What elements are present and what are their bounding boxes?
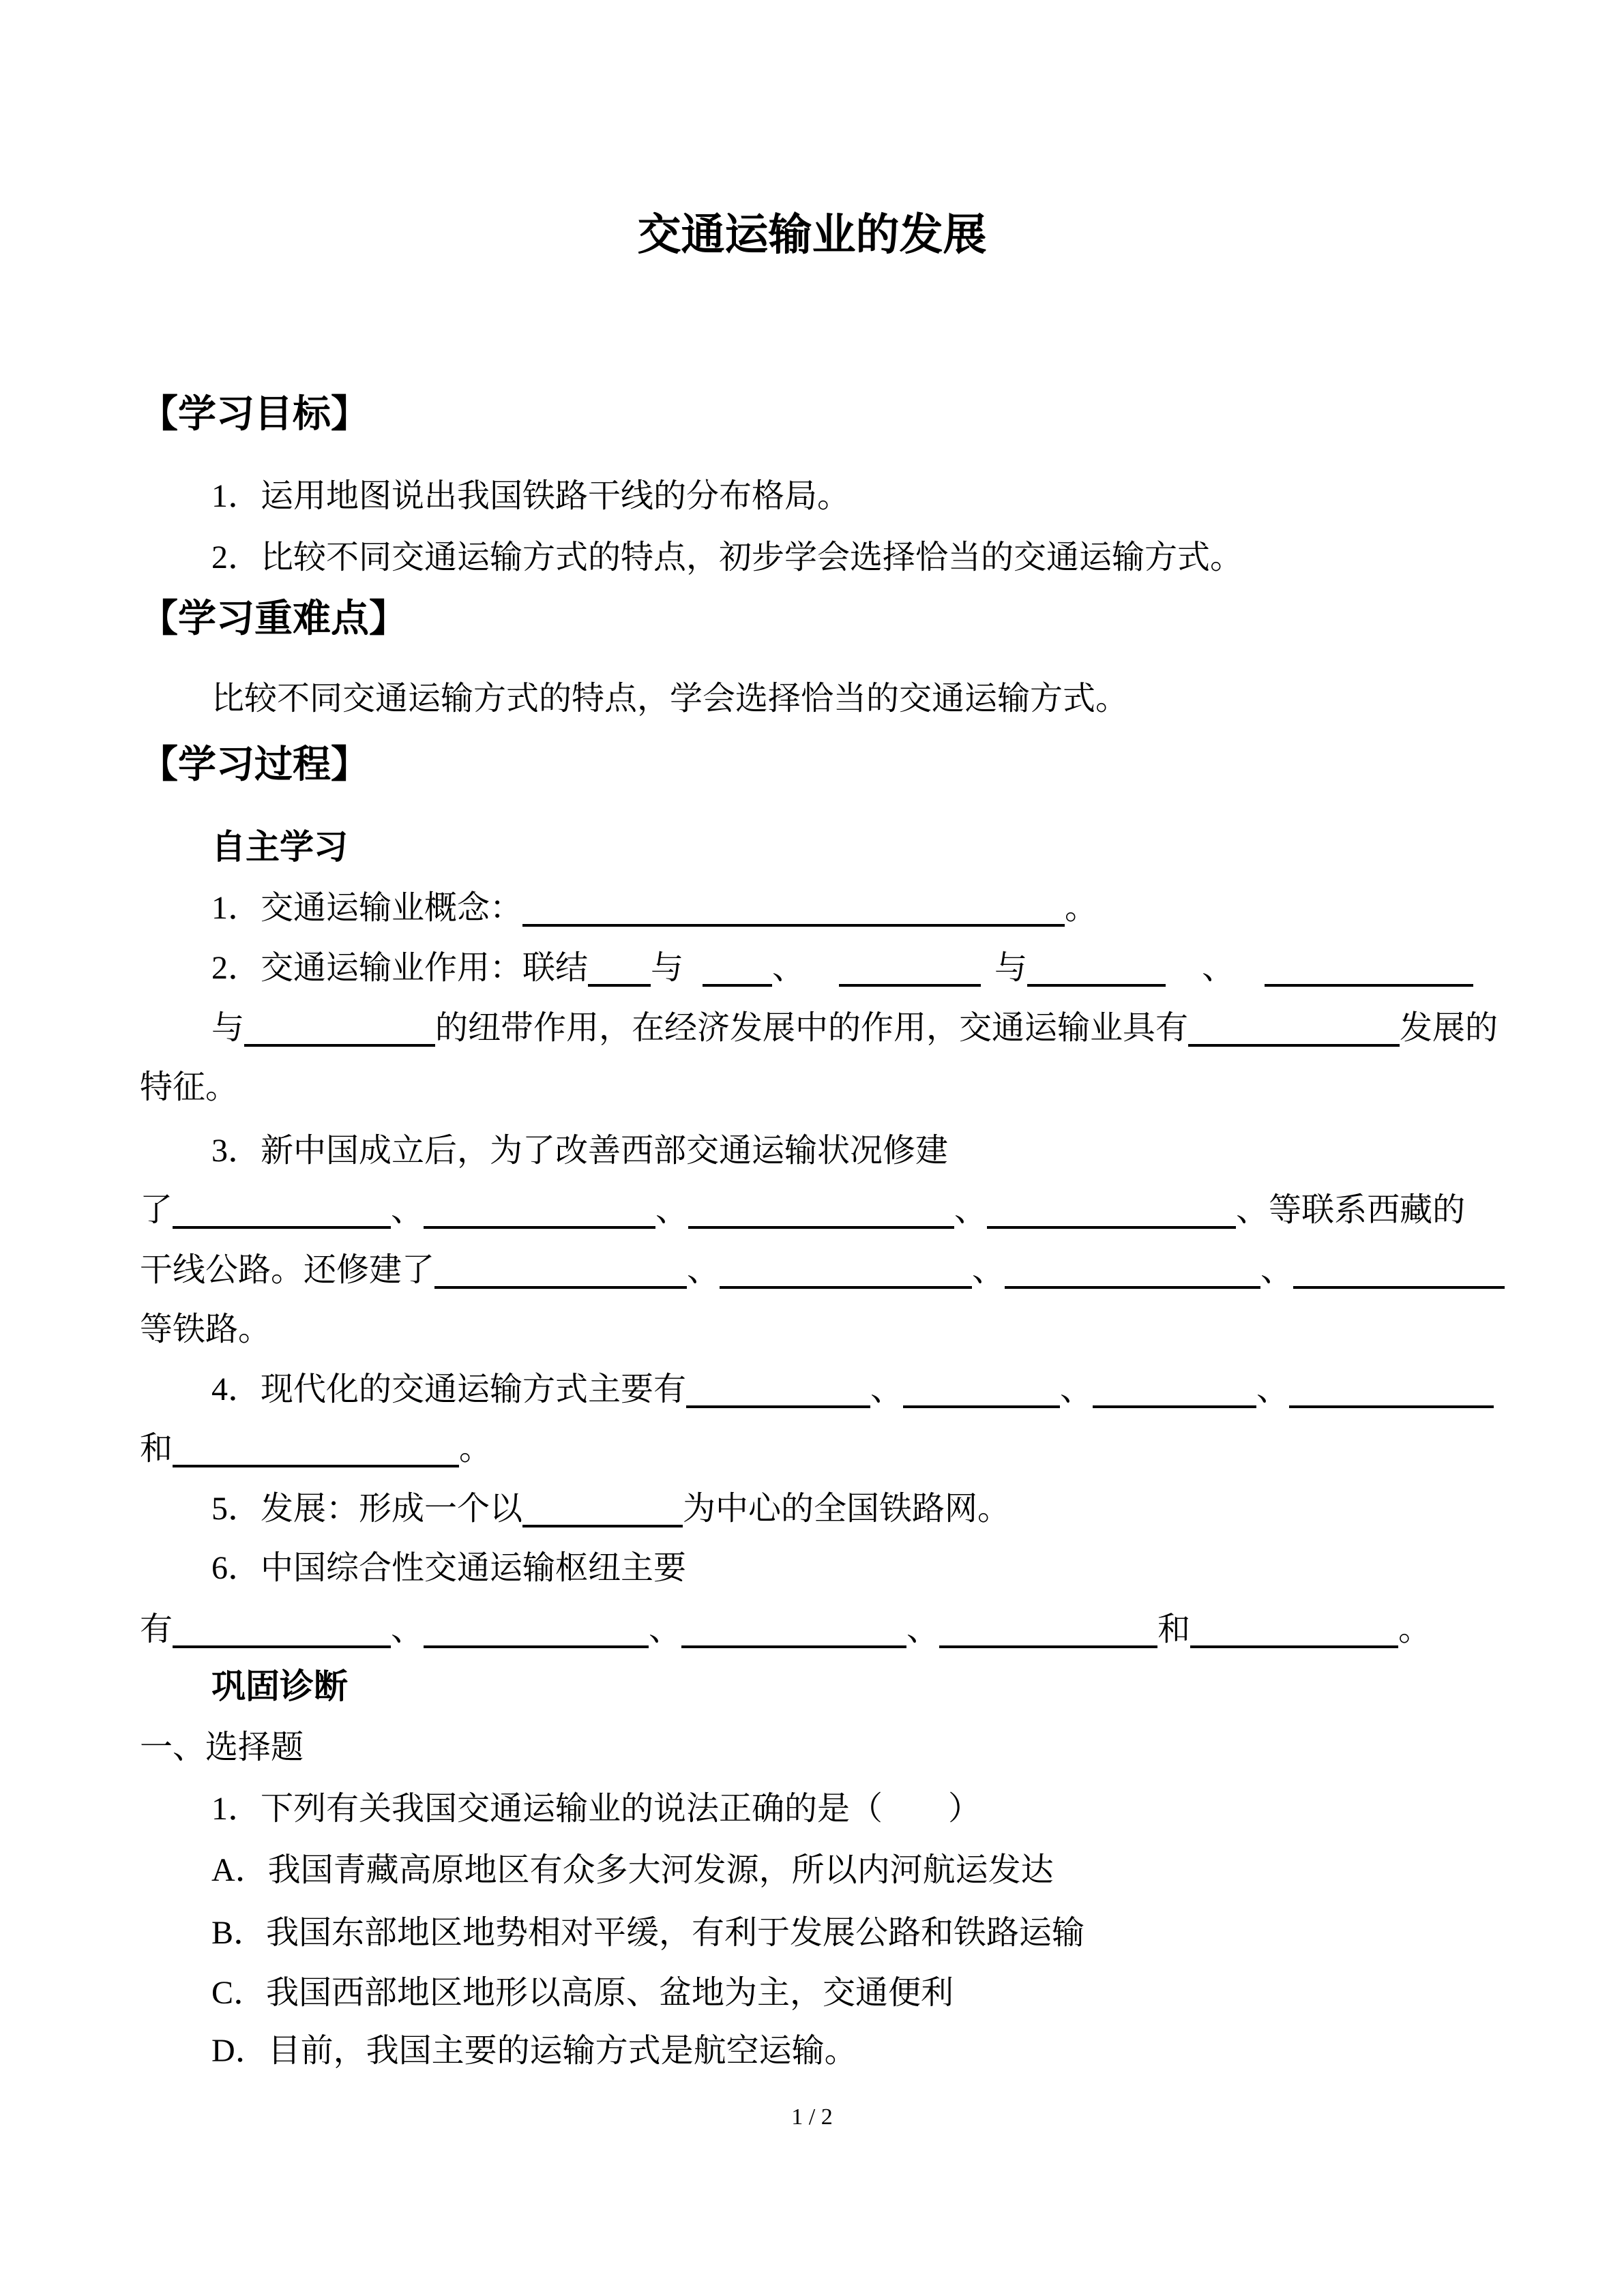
function-text: 的纽带作用，在经济发展中的作用，交通运输业具有 xyxy=(435,1010,1189,1046)
blank-underline xyxy=(1289,1378,1494,1408)
conjunction: 和 xyxy=(140,1431,173,1467)
blank-underline xyxy=(939,1618,1157,1648)
text: 有 xyxy=(140,1611,173,1648)
blank-underline xyxy=(173,1618,391,1648)
fill-line-function-2 xyxy=(211,998,1498,1059)
blank-underline xyxy=(173,1199,391,1229)
option-d: D．目前，我国主要的运输方式是航空运输。 xyxy=(211,2033,857,2069)
blank-underline xyxy=(1188,1017,1400,1047)
heading-process: 【学习过程】 xyxy=(140,744,369,786)
fill-line-function-1 xyxy=(211,938,1473,999)
heading-objectives: 【学习目标】 xyxy=(140,393,369,436)
blank-underline xyxy=(987,1199,1236,1229)
separator: 、 xyxy=(391,1611,424,1648)
blank-underline xyxy=(1093,1378,1256,1408)
period: 。 xyxy=(1065,890,1098,926)
connector: 与 xyxy=(994,950,1028,986)
blank-underline xyxy=(686,1378,870,1408)
separator: 、 xyxy=(772,950,806,986)
objective-1: 1．运用地图说出我国铁路干线的分布格局。 xyxy=(211,478,851,514)
objective-2: 2．比较不同交通运输方式的特点，初步学会选择恰当的交通运输方式。 xyxy=(211,539,1243,576)
blank-underline xyxy=(522,1497,683,1527)
connector: 与 xyxy=(211,1010,245,1046)
blank-underline xyxy=(434,1259,687,1289)
doc-title: 交通运输业的发展 xyxy=(637,211,987,259)
separator: 、 xyxy=(649,1611,682,1648)
choice-section-label: 一、选择题 xyxy=(140,1729,304,1765)
option-a: A．我国青藏高原地区有众多大河发源，所以内河航运发达 xyxy=(211,1852,1054,1888)
blank-underline xyxy=(688,1199,954,1229)
keypoints-text: 比较不同交通运输方式的特点，学会选择恰当的交通运输方式。 xyxy=(211,681,1129,717)
fill-line-highways xyxy=(140,1180,1465,1241)
heading-keypoints: 【学习重难点】 xyxy=(140,598,407,640)
separator: 、 xyxy=(1256,1371,1290,1407)
blank-underline xyxy=(173,1437,459,1467)
separator: 、 xyxy=(1260,1252,1294,1288)
blank-underline xyxy=(1190,1618,1398,1648)
separator: 、 xyxy=(1202,950,1235,986)
subheading-self-study: 自主学习 xyxy=(211,828,348,866)
development-label: 5．发展：形成一个以 xyxy=(211,1491,523,1527)
development-text: 为中心的全国铁路网。 xyxy=(683,1491,1011,1527)
blank-underline xyxy=(903,1378,1060,1408)
concept-label: 1．交通运输业概念： xyxy=(211,890,523,926)
blank-underline xyxy=(1005,1259,1260,1289)
fill-line-function-3: 特征。 xyxy=(140,1069,239,1105)
separator: 、 xyxy=(954,1192,988,1228)
separator: 、 xyxy=(906,1611,940,1648)
fill-line-concept xyxy=(211,878,1097,939)
text: 干线公路。还修建了 xyxy=(140,1252,435,1288)
period: 。 xyxy=(1398,1611,1432,1648)
separator: 、 xyxy=(1060,1371,1093,1407)
fill-line-railway-center xyxy=(211,1478,1010,1540)
separator: 、 xyxy=(687,1252,720,1288)
separator: 、 xyxy=(972,1252,1005,1288)
blank-underline xyxy=(1027,957,1166,987)
fill-line-modes-2 xyxy=(140,1418,492,1480)
option-b: B．我国东部地区地势相对平缓，有利于发展公路和铁路运输 xyxy=(211,1915,1085,1951)
blank-underline xyxy=(522,897,1065,927)
blank-underline xyxy=(424,1618,649,1648)
conjunction: 和 xyxy=(1157,1611,1191,1648)
function-label: 2．交通运输业作用：联结 xyxy=(211,950,589,986)
subheading-diagnosis: 巩固诊断 xyxy=(211,1667,348,1705)
separator: 、 xyxy=(870,1371,904,1407)
text: 了 xyxy=(140,1192,173,1228)
period: 。 xyxy=(459,1431,492,1467)
blank-underline xyxy=(681,1618,906,1648)
page-number: 1 / 2 xyxy=(791,2104,833,2130)
blank-underline xyxy=(1265,957,1473,987)
question-1: 1．下列有关我国交通运输业的说法正确的是（ ） xyxy=(211,1791,981,1827)
fill-line-railways xyxy=(140,1240,1505,1301)
construction-intro: 3．新中国成立后，为了改善西部交通运输状况修建 xyxy=(211,1133,949,1169)
fill-line-modes-1 xyxy=(211,1359,1494,1420)
blank-underline xyxy=(703,957,772,987)
blank-underline xyxy=(839,957,981,987)
blank-underline xyxy=(244,1017,435,1047)
function-text-end: 发展的 xyxy=(1400,1010,1498,1046)
separator: 、 xyxy=(655,1192,689,1228)
blank-underline xyxy=(720,1259,972,1289)
text: 、等联系西藏的 xyxy=(1236,1192,1466,1228)
blank-underline xyxy=(588,957,651,987)
separator: 、 xyxy=(391,1192,424,1228)
connector: 与 xyxy=(651,950,684,986)
hubs-intro: 6．中国综合性交通运输枢纽主要 xyxy=(211,1550,687,1586)
blank-underline xyxy=(424,1199,655,1229)
fill-line-hubs xyxy=(140,1599,1431,1660)
option-c: C．我国西部地区地形以高原、盆地为主，交通便利 xyxy=(211,1975,954,2011)
modes-label: 4．现代化的交通运输方式主要有 xyxy=(211,1371,687,1407)
railways-end: 等铁路。 xyxy=(140,1311,271,1347)
blank-underline xyxy=(1293,1259,1505,1289)
